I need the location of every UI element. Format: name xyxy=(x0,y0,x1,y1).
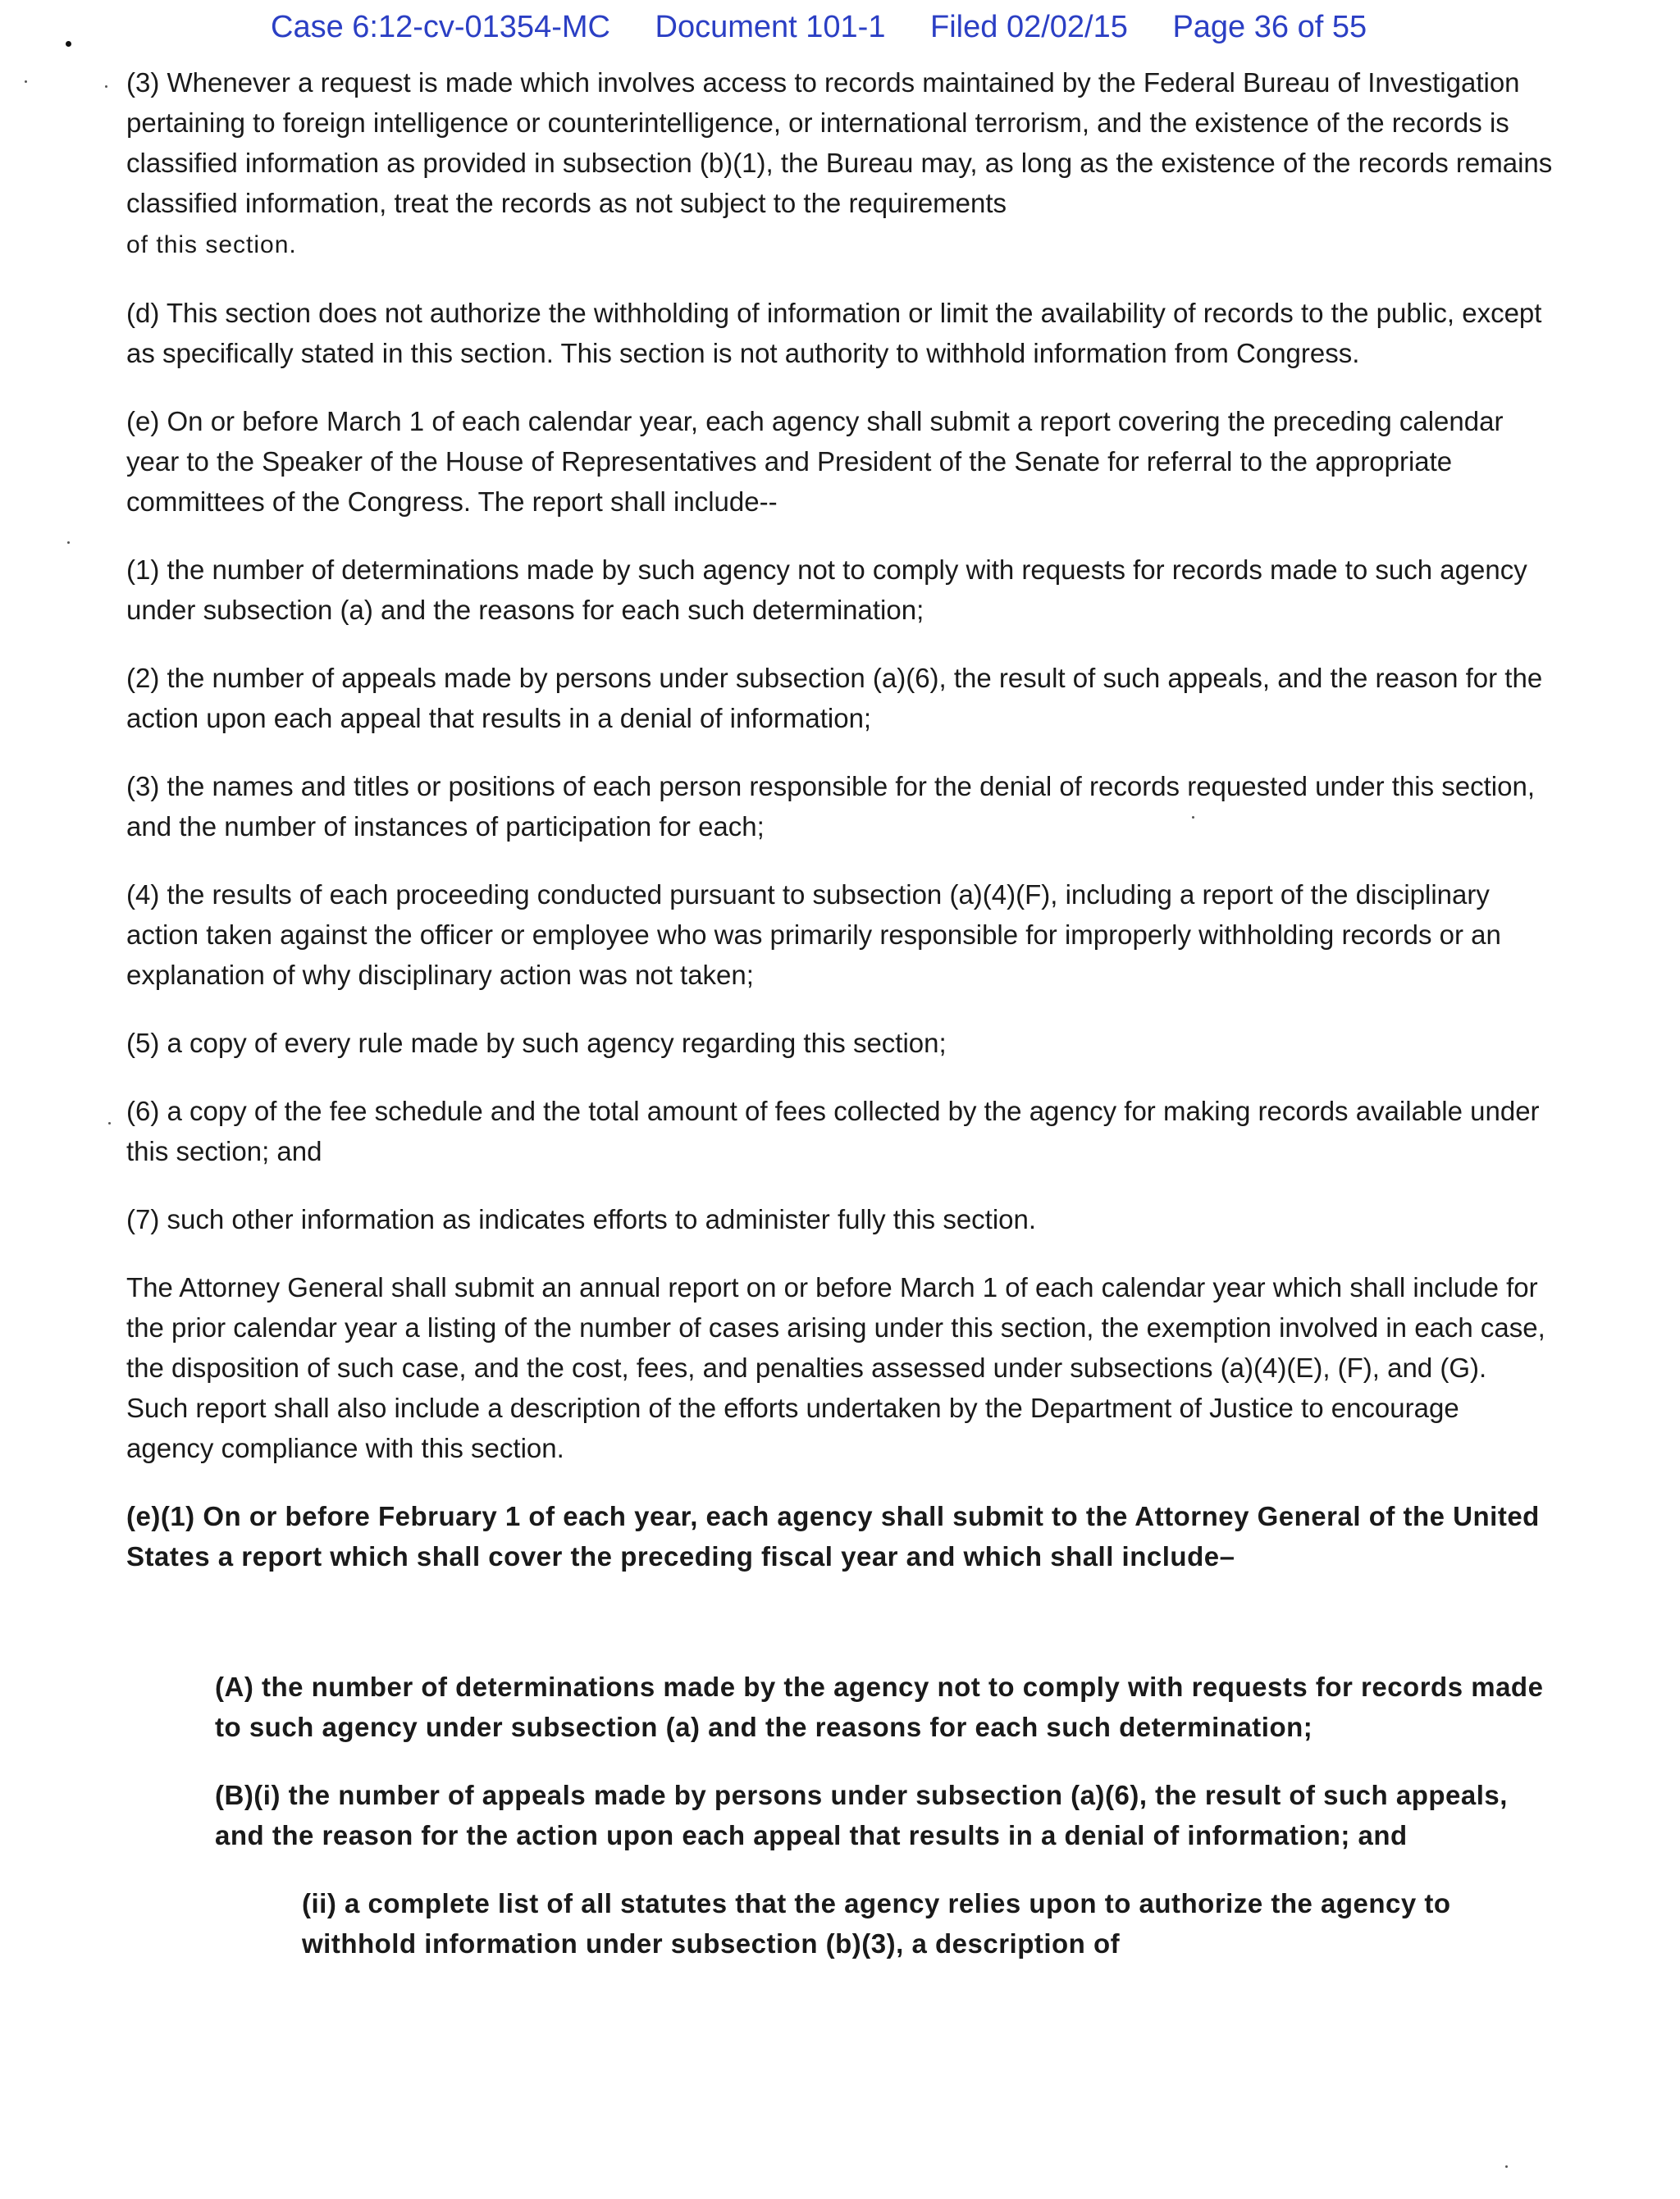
scan-speck xyxy=(1505,2165,1508,2168)
paragraph-e2: (2) the number of appeals made by persons under subsection (a)(6), the result of such appeals, and the reason for the action upon each appeal that results in a denial of information; xyxy=(126,663,1543,733)
case-header xyxy=(271,10,1367,45)
scan-speck xyxy=(25,80,27,83)
paragraph-e3: (3) the names and titles or positions of each person responsible for the denial of records requested under this section, and the number of instances of participation for each; xyxy=(126,771,1535,842)
paragraph-ii: (ii) a complete list of all statutes that the agency relies upon to authorize the agency to withhold information under subsection (b)(3), a description of xyxy=(302,1888,1451,1959)
paragraph-A: (A) the number of determinations made by the agency not to comply with requests for records made to such agency under subsection (a) and the reasons for each such determination; xyxy=(215,1672,1544,1742)
filed-date: Filed 02/02/15 xyxy=(930,10,1128,44)
paragraph-e6: (6) a copy of the fee schedule and the total amount of fees collected by the agency for making records available under this section; and xyxy=(126,1096,1540,1166)
case-number: Case 6:12-cv-01354-MC xyxy=(271,10,610,44)
paragraph-e5: (5) a copy of every rule made by such agency regarding this section; xyxy=(126,1028,947,1058)
scan-speck xyxy=(105,85,107,88)
scan-speck xyxy=(108,1122,111,1125)
paragraph-e1: (1) the number of determinations made by such agency not to comply with requests for records made to such agency under subsection (a) and the reasons for each such determination; xyxy=(126,554,1527,625)
document-body xyxy=(126,62,1554,1964)
paragraph-c3-main: (3) Whenever a request is made which involves access to records maintained by the Federal Bureau of Investigation pertaining to foreign intelligence or counterintelligence, or international terrorism, and the existence of the records is classified information as provided in subsection (b)(1), the Bureau may, as long as the existence of the records remains classified information, treat the records as not subject to the requirements xyxy=(126,67,1553,218)
paragraph-B-i: (B)(i) the number of appeals made by persons under subsection (a)(6), the result of such appeals, and the reason for the action upon each appeal that results in a denial of information; and xyxy=(215,1780,1508,1850)
paragraph-c3 xyxy=(126,62,1554,265)
scan-speck xyxy=(66,41,71,47)
paragraph-e7: (7) such other information as indicates efforts to administer fully this section. xyxy=(126,1204,1037,1234)
paragraph-e-1: (e)(1) On or before February 1 of each year, each agency shall submit to the Attorney General of the United States a report which shall cover the preceding fiscal year and which shall include– xyxy=(126,1501,1540,1572)
paragraph-e4: (4) the results of each proceeding conducted pursuant to subsection (a)(4)(F), including a report of the disciplinary action taken against the officer or employee who was primarily responsible for improperly withholding records or an explanation of why disciplinary action was not taken; xyxy=(126,879,1501,990)
scan-speck xyxy=(67,541,70,544)
paragraph-c3-tail: of this section. xyxy=(126,231,297,258)
paragraph-d: (d) This section does not authorize the withholding of information or limit the availability of records to the public, except as specifically stated in this section. This section is not authority to withhold information from Congress. xyxy=(126,298,1542,368)
paragraph-e: (e) On or before March 1 of each calendar year, each agency shall submit a report covering the preceding calendar year to the Speaker of the House of Representatives and President of the Senate for referral to the appropriate committees of the Congress. The report shall include-- xyxy=(126,406,1504,517)
paragraph-attorney-general: The Attorney General shall submit an annual report on or before March 1 of each calendar year which shall include for the prior calendar year a listing of the number of cases arising under this section, the exemption involved in each case, the disposition of such case, and the cost, fees, and penalties assessed under subsections (a)(4)(E), (F), and (G). Such report shall also include a description of the efforts undertaken by the Department of Justice to encourage agency compliance with this section. xyxy=(126,1272,1545,1463)
document-number: Document 101-1 xyxy=(655,10,886,44)
page-number: Page 36 of 55 xyxy=(1172,10,1367,44)
